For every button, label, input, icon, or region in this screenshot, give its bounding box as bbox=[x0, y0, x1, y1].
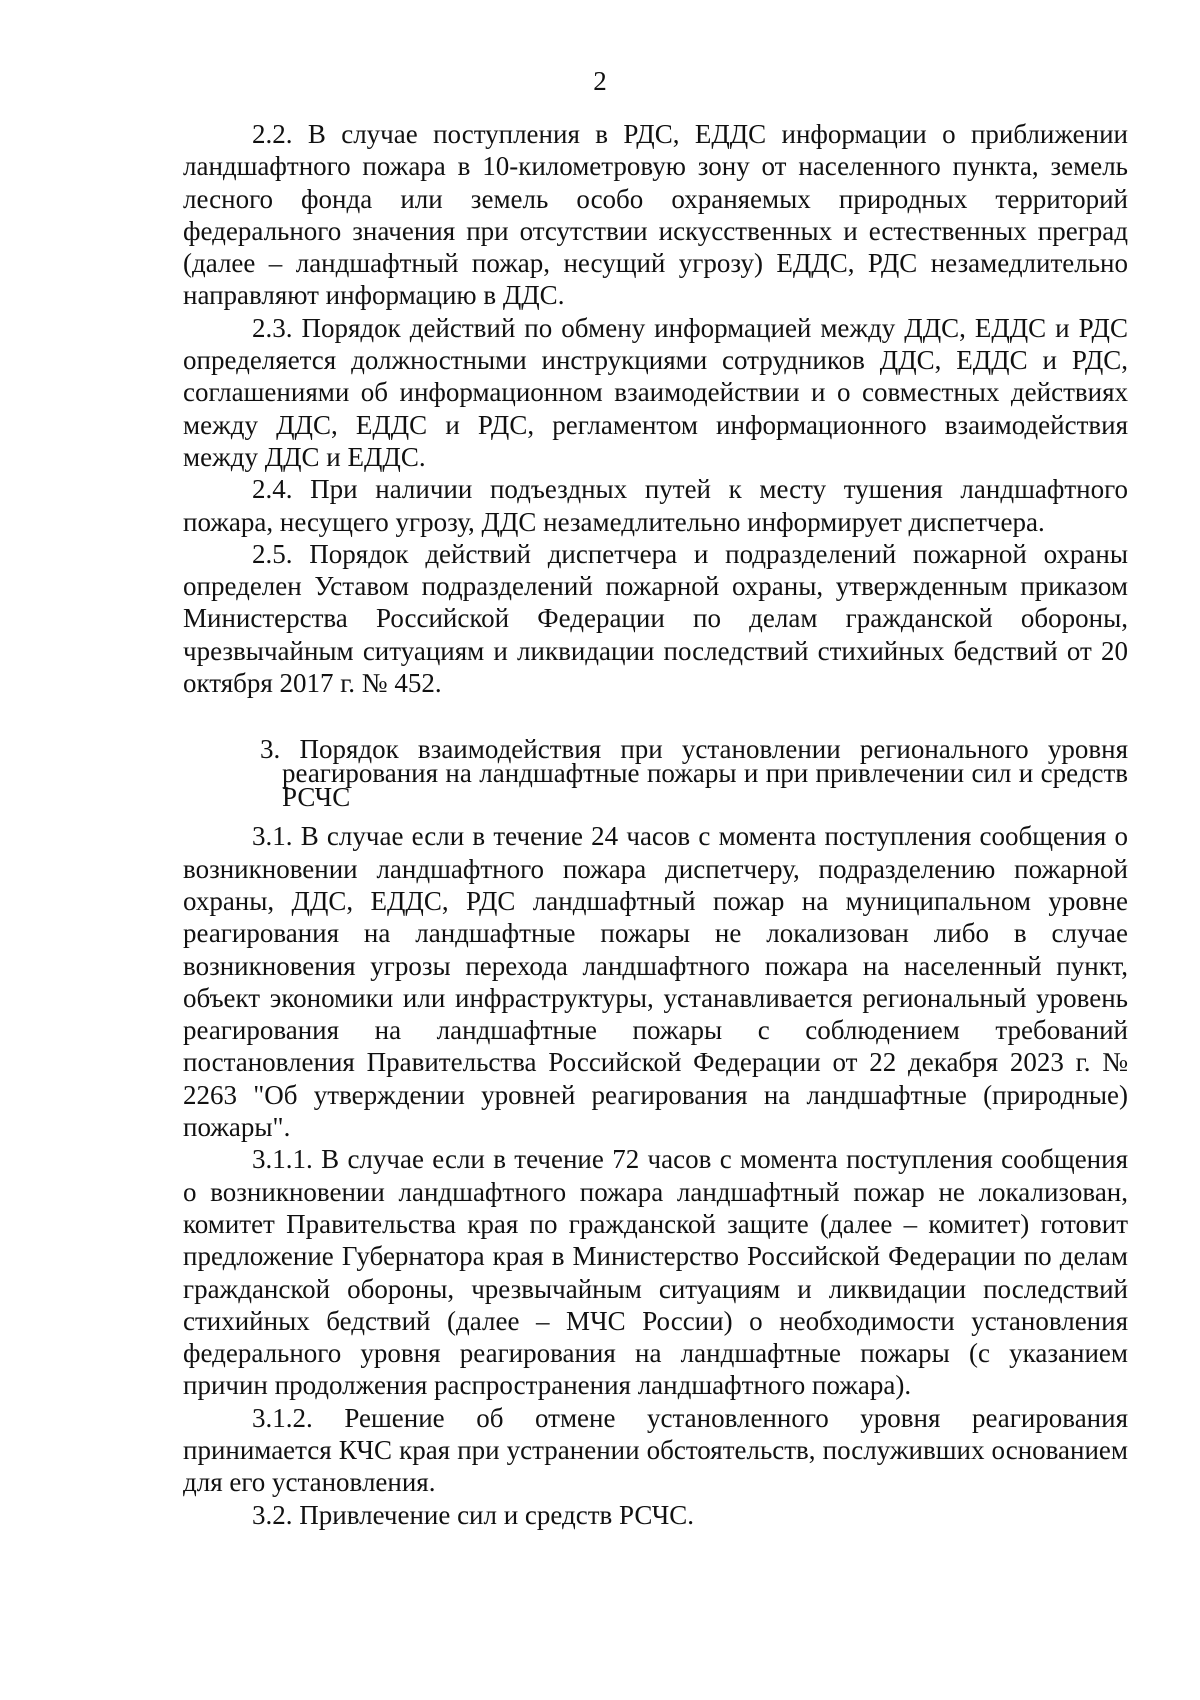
section-3-heading: 3. Порядок взаимодействия при установлении регионального уровня реагирования на ландшафтные пожары и при привлечении сил и средств РСЧС bbox=[260, 734, 1128, 813]
paragraph-2-4: 2.4. При наличии подъездных путей к месту тушения ландшафтного пожара, несущего угрозу, ДДС незамедлительно информирует диспетчера. bbox=[183, 474, 1128, 537]
document-body bbox=[183, 118, 1128, 1531]
paragraph-3-2: 3.2. Привлечение сил и средств РСЧС. bbox=[252, 1499, 695, 1530]
paragraph-3-1-1: 3.1.1. В случае если в течение 72 часов с момента поступления сообщения о возникновении ландшафтного пожара ландшафтный пожар не локализован, комитет Правительства края по гражданской защите (далее – комитет) готовит предложение Губернатора края в Министерство Российской Федерации по делам гражданской обороны, чрезвычайным ситуациям и ликвидации последствий стихийных бедствий (далее – МЧС России) о необходимости установления федерального уровня реагирования на ландшафтные пожары (с указанием причин продолжения распространения ландшафтного пожара). bbox=[183, 1144, 1128, 1401]
paragraph-2-5: 2.5. Порядок действий диспетчера и подразделений пожарной охраны определен Уставом подразделений пожарной охраны, утвержденным приказом Министерства Российской Федерации по делам гражданской обороны, чрезвычайным ситуациям и ликвидации последствий стихийных бедствий от 20 октября 2017 г. № 452. bbox=[183, 538, 1128, 699]
page-number: 2 bbox=[593, 66, 607, 96]
paragraph-2-2: 2.2. В случае поступления в РДС, ЕДДС информации о приближении ландшафтного пожара в 10-километровую зону от населенного пункта, земель лесного фонда или земель особо охраняемых природных территорий федерального значения при отсутствии искусственных и естественных преград (далее – ландшафтный пожар, несущий угрозу) ЕДДС, РДС незамедлительно направляют информацию в ДДС. bbox=[183, 119, 1128, 311]
paragraph-3-1-2: 3.1.2. Решение об отмене установленного уровня реагирования принимается КЧС края при устранении обстоятельств, послуживших основанием для его установления. bbox=[183, 1402, 1128, 1498]
paragraph-3-1: 3.1. В случае если в течение 24 часов с момента поступления сообщения о возникновении ландшафтного пожара диспетчеру, подразделению пожарной охраны, ДДС, ЕДДС, РДС ландшафтный пожар на муниципальном уровне реагирования на ландшафтные пожары не локализован либо в случае возникновения угрозы перехода ландшафтного пожара на населенный пункт, объект экономики или инфраструктуры, устанавливается региональный уровень реагирования на ландшафтные пожары с соблюдением требований постановления Правительства Российской Федерации от 22 декабря 2023 г. № 2263 "Об утверждении уровней реагирования на ландшафтные (природные) пожары". bbox=[183, 821, 1128, 1143]
paragraph-2-3: 2.3. Порядок действий по обмену информацией между ДДС, ЕДДС и РДС определяется должностными инструкциями сотрудников ДДС, ЕДДС и РДС, соглашениями об информационном взаимодействии и о совместных действиях между ДДС, ЕДДС и РДС, регламентом информационного взаимодействия между ДДС и ЕДДС. bbox=[183, 312, 1128, 472]
